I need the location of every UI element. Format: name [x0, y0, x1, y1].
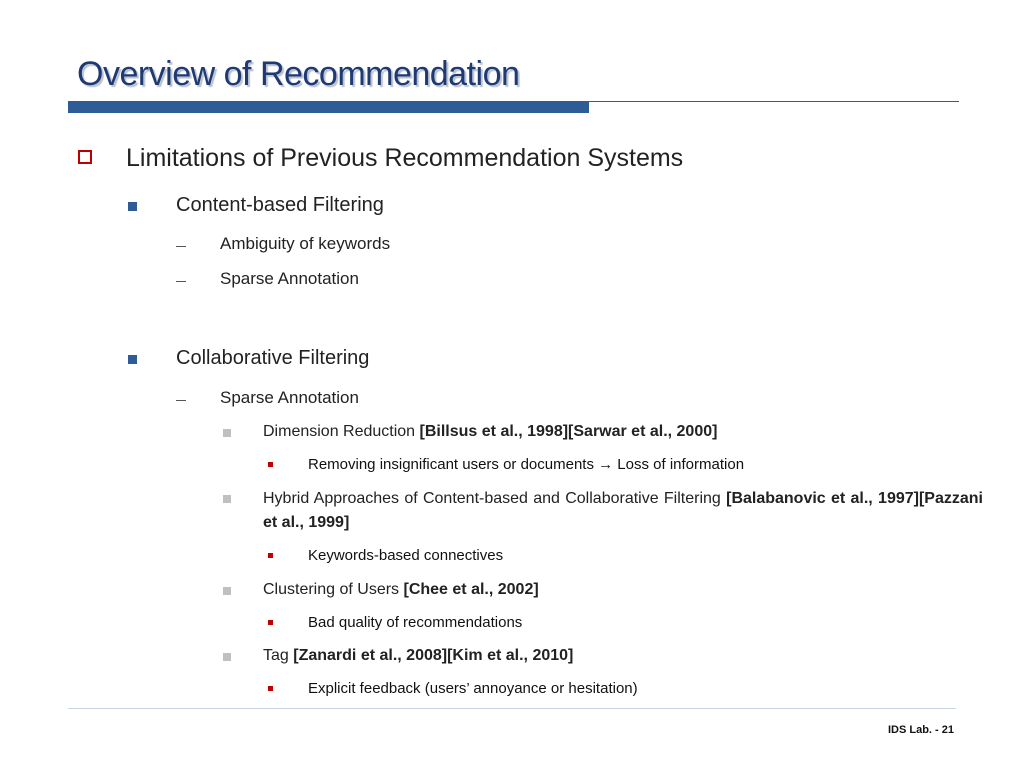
- title-underline-thick: [68, 101, 589, 113]
- cbf-item-ambiguity: Ambiguity of keywords: [220, 234, 391, 253]
- method-text: Clustering of Users: [263, 581, 400, 598]
- hollow-square-bullet-icon: [78, 150, 92, 164]
- method-citation: [Chee et al., 2002]: [403, 581, 539, 598]
- method-hybrid: [263, 487, 983, 535]
- cf-sub-sparse: Sparse Annotation: [220, 388, 359, 407]
- red-square-bullet-icon: [268, 462, 273, 467]
- method-clustering: [263, 581, 539, 599]
- dash-bullet-icon: [176, 281, 186, 282]
- method-text: Dimension Reduction: [263, 423, 416, 440]
- method-citation: [Billsus et al., 1998][Sarwar et al., 2000]: [419, 423, 718, 440]
- title-underline-thin: [589, 101, 959, 102]
- gray-square-bullet-icon: [223, 587, 231, 595]
- red-square-bullet-icon: [268, 553, 273, 558]
- footer-divider: [68, 708, 956, 709]
- cbf-label: Content-based Filtering: [176, 194, 384, 216]
- cf-label: Collaborative Filtering: [176, 347, 370, 369]
- method-text: Tag: [263, 647, 289, 664]
- method-note: Keywords-based connectives: [308, 547, 504, 564]
- gray-square-bullet-icon: [223, 429, 231, 437]
- red-square-bullet-icon: [268, 620, 273, 625]
- gray-square-bullet-icon: [223, 495, 231, 503]
- red-square-bullet-icon: [268, 686, 273, 691]
- dash-bullet-icon: [176, 246, 186, 247]
- cbf-item-sparse: Sparse Annotation: [220, 269, 359, 288]
- square-bullet-icon: [128, 202, 137, 211]
- method-note: Removing insignificant users or documents → Loss of information: [308, 456, 745, 473]
- method-citation: [Balabanovic et al., 1997][Pazzani et al., 1999]: [263, 490, 983, 531]
- gray-square-bullet-icon: [223, 653, 231, 661]
- method-citation: [Zanardi et al., 2008][Kim et al., 2010]: [293, 647, 574, 664]
- main-heading: Limitations of Previous Recommendation Systems: [126, 144, 684, 172]
- square-bullet-icon: [128, 355, 137, 364]
- page-number: IDS Lab. - 21: [887, 724, 954, 736]
- slide-title: Overview of Recommendation: [77, 55, 520, 93]
- method-text: Hybrid Approaches of Content-based and Collaborative Filtering: [263, 490, 721, 507]
- method-note: Explicit feedback (users’ annoyance or hesitation): [308, 680, 638, 697]
- method-tag: [263, 647, 573, 665]
- dash-bullet-icon: [176, 400, 186, 401]
- method-note: Bad quality of recommendations: [308, 614, 523, 631]
- method-dimension-reduction: [263, 423, 717, 441]
